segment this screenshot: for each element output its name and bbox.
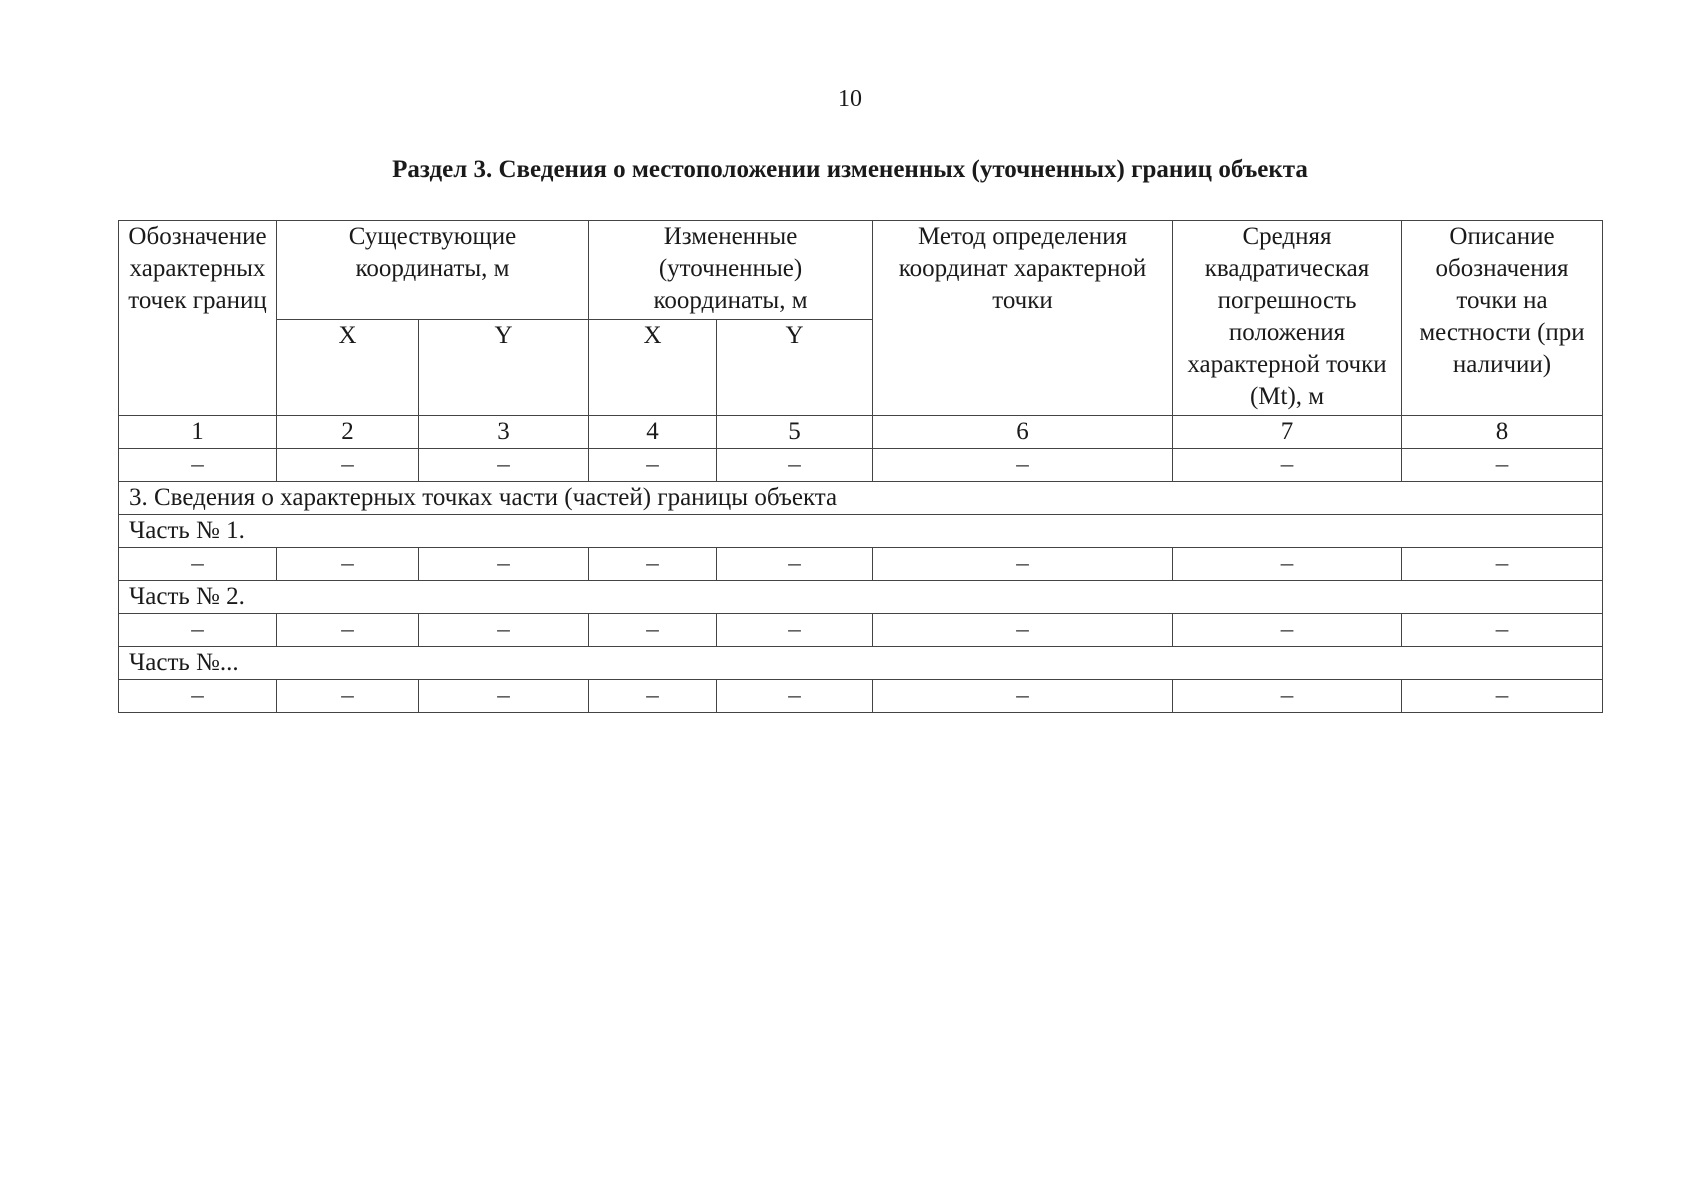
header-method: Метод определения координат характерной точки [873, 221, 1173, 416]
header-description: Описание обозначения точки на местности (при наличии) [1402, 221, 1603, 416]
empty-cell-dash: – [1173, 548, 1402, 581]
table-row [119, 449, 1603, 482]
empty-cell-dash: – [277, 449, 419, 482]
column-number: 7 [1173, 416, 1402, 449]
header-existing-coordinates: Существующие координаты, м [277, 221, 589, 320]
column-number: 2 [277, 416, 419, 449]
subsection-heading: 3. Сведения о характерных точках части (частей) границы объекта [119, 482, 1603, 515]
empty-cell-dash: – [717, 449, 873, 482]
empty-cell-dash: – [873, 614, 1173, 647]
empty-cell-dash: – [277, 680, 419, 713]
empty-cell-dash: – [717, 548, 873, 581]
table-row [119, 614, 1603, 647]
empty-cell-dash: – [1173, 680, 1402, 713]
column-number-row [119, 416, 1603, 449]
header-existing-y: Y [419, 320, 589, 416]
empty-cell-dash: – [717, 614, 873, 647]
header-point-designation: Обозначение характерных точек границ [119, 221, 277, 416]
column-number: 4 [589, 416, 717, 449]
empty-cell-dash: – [589, 614, 717, 647]
empty-cell-dash: – [873, 548, 1173, 581]
empty-cell-dash: – [419, 680, 589, 713]
empty-cell-dash: – [1173, 449, 1402, 482]
empty-cell-dash: – [589, 680, 717, 713]
page-number: 10 [838, 86, 862, 112]
empty-cell-dash: – [419, 614, 589, 647]
empty-cell-dash: – [277, 614, 419, 647]
empty-cell-dash: – [1402, 614, 1603, 647]
section-title: Раздел 3. Сведения о местоположении измененных (уточненных) границ объекта [392, 156, 1308, 183]
empty-cell-dash: – [119, 449, 277, 482]
column-number: 5 [717, 416, 873, 449]
empty-cell-dash: – [119, 614, 277, 647]
empty-cell-dash: – [419, 449, 589, 482]
part-heading: Часть № 2. [119, 581, 1603, 614]
header-accuracy: Средняя квадратическая погрешность положения характерной точки (Mt), м [1173, 221, 1402, 416]
header-changed-coordinates: Измененные (уточненные) координаты, м [589, 221, 873, 320]
part-heading: Часть №... [119, 647, 1603, 680]
empty-cell-dash: – [119, 680, 277, 713]
empty-cell-dash: – [1402, 449, 1603, 482]
empty-cell-dash: – [419, 548, 589, 581]
header-changed-x: X [589, 320, 717, 416]
empty-cell-dash: – [717, 680, 873, 713]
empty-cell-dash: – [589, 449, 717, 482]
header-changed-y: Y [717, 320, 873, 416]
table-row [119, 548, 1603, 581]
column-number: 1 [119, 416, 277, 449]
empty-cell-dash: – [1173, 614, 1402, 647]
empty-cell-dash: – [277, 548, 419, 581]
column-number: 8 [1402, 416, 1603, 449]
empty-cell-dash: – [119, 548, 277, 581]
column-number: 6 [873, 416, 1173, 449]
column-number: 3 [419, 416, 589, 449]
empty-cell-dash: – [1402, 680, 1603, 713]
header-existing-x: X [277, 320, 419, 416]
part-heading: Часть № 1. [119, 515, 1603, 548]
empty-cell-dash: – [589, 548, 717, 581]
boundary-coordinates-table [118, 220, 1603, 713]
empty-cell-dash: – [1402, 548, 1603, 581]
empty-cell-dash: – [873, 449, 1173, 482]
empty-cell-dash: – [873, 680, 1173, 713]
table-row [119, 680, 1603, 713]
